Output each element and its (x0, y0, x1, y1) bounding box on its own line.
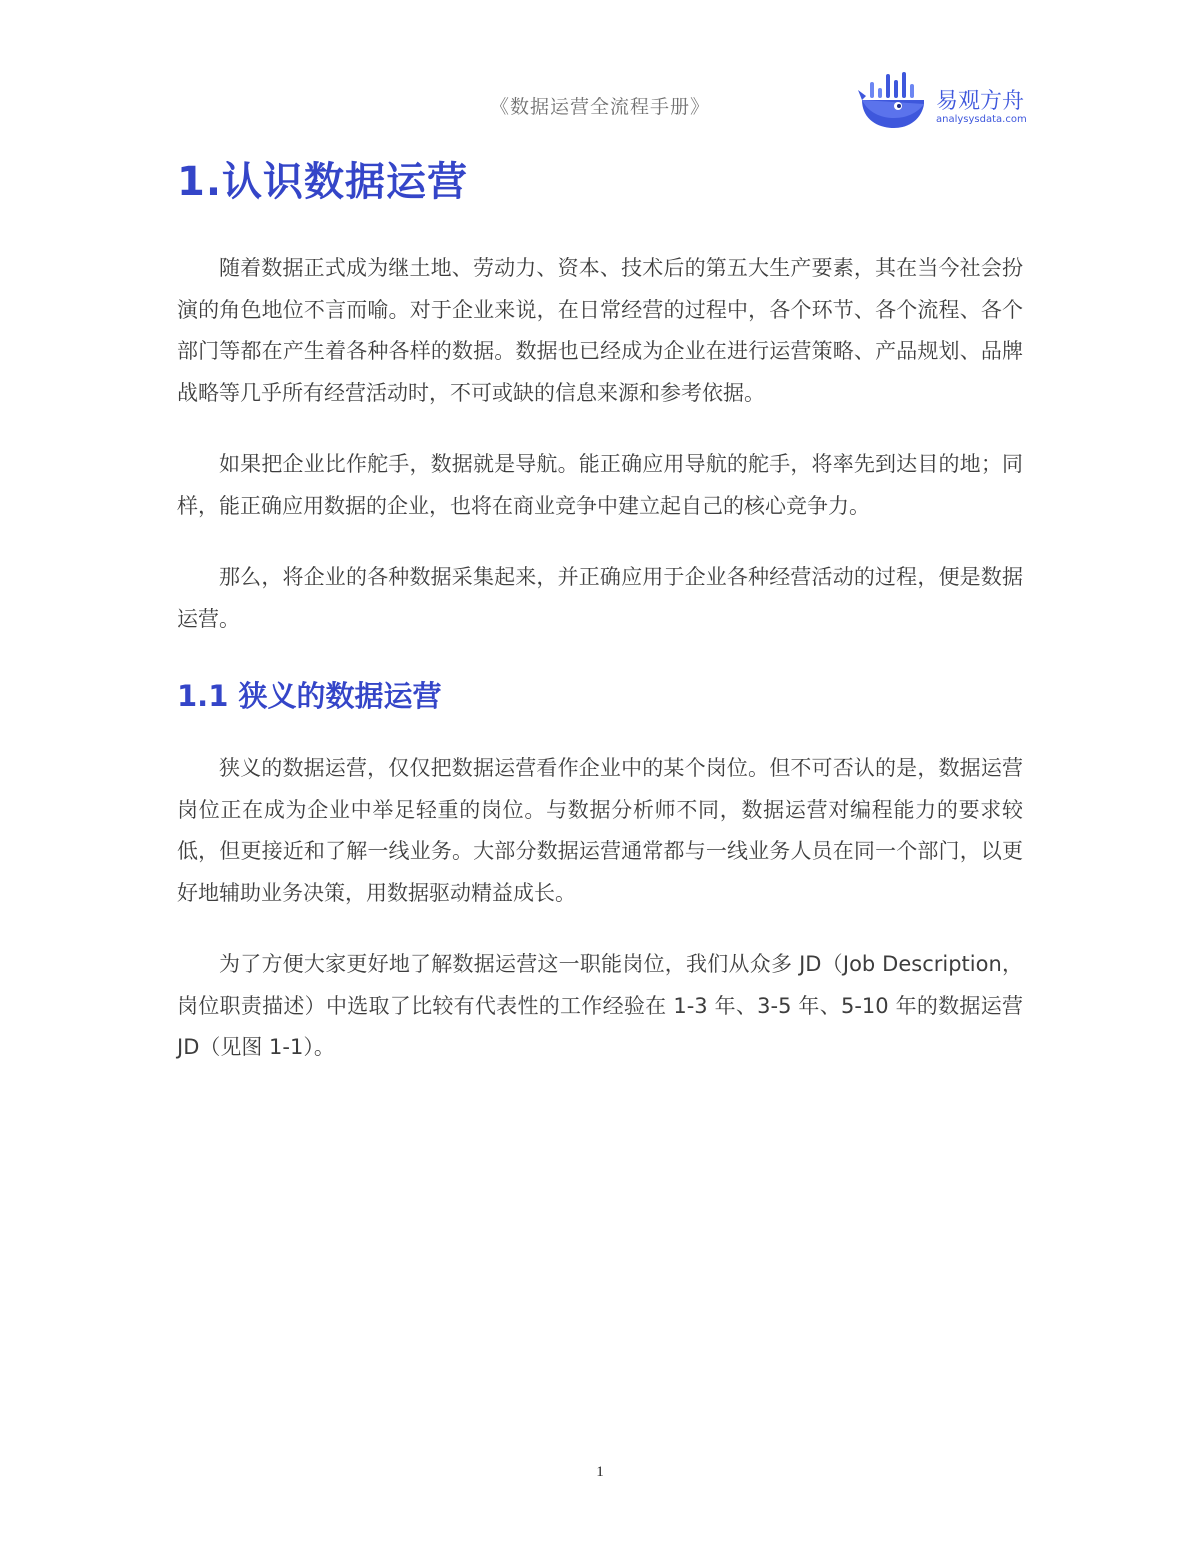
chapter-paragraph: 那么，将企业的各种数据采集起来，并正确应用于企业各种经营活动的过程，便是数据运营。 (177, 565, 1023, 631)
section-paragraph: 狭义的数据运营，仅仅把数据运营看作企业中的某个岗位。但不可否认的是，数据运营岗位正在成为企业中举足轻重的岗位。与数据分析师不同，数据运营对编程能力的要求较低，但更接近和了解一线业务。大部分数据运营通常都与一线业务人员在同一个部门，以更好地辅助业务决策，用数据驱动精益成长。 (177, 756, 1023, 905)
section-paragraph: 为了方便大家更好地了解数据运营这一职能岗位，我们从众多 JD（Job Description，岗位职责描述）中选取了比较有代表性的工作经验在 1-3 年、3-5 年、5-10 年的数据运营 JD（见图 1-1）。 (177, 952, 1023, 1059)
logo-name: 易观方舟 (936, 89, 1025, 114)
section-title: 1.1 狭义的数据运营 (177, 679, 442, 713)
chapter-paragraph: 随着数据正式成为继土地、劳动力、资本、技术后的第五大生产要素，其在当今社会扮演的角色地位不言而喻。对于企业来说，在日常经营的过程中，各个环节、各个流程、各个部门等都在产生着各种各样的数据。数据也已经成为企业在进行运营策略、产品规划、品牌战略等几乎所有经营活动时，不可或缺的信息来源和参考依据。 (177, 256, 1023, 405)
chapter-paragraph: 如果把企业比作舵手，数据就是导航。能正确应用导航的舵手，将率先到达目的地；同样，能正确应用数据的企业，也将在商业竞争中建立起自己的核心竞争力。 (177, 452, 1023, 518)
document-title: 《数据运营全流程手册》 (489, 96, 710, 118)
page-number: 1 (596, 1464, 604, 1480)
chapter-title: 1.认识数据运营 (177, 159, 469, 205)
whale-chart-logo-icon (858, 70, 930, 134)
logo-url: analysysdata.com (936, 114, 1027, 125)
brand-logo (858, 70, 1038, 134)
page-content (177, 150, 1023, 1069)
